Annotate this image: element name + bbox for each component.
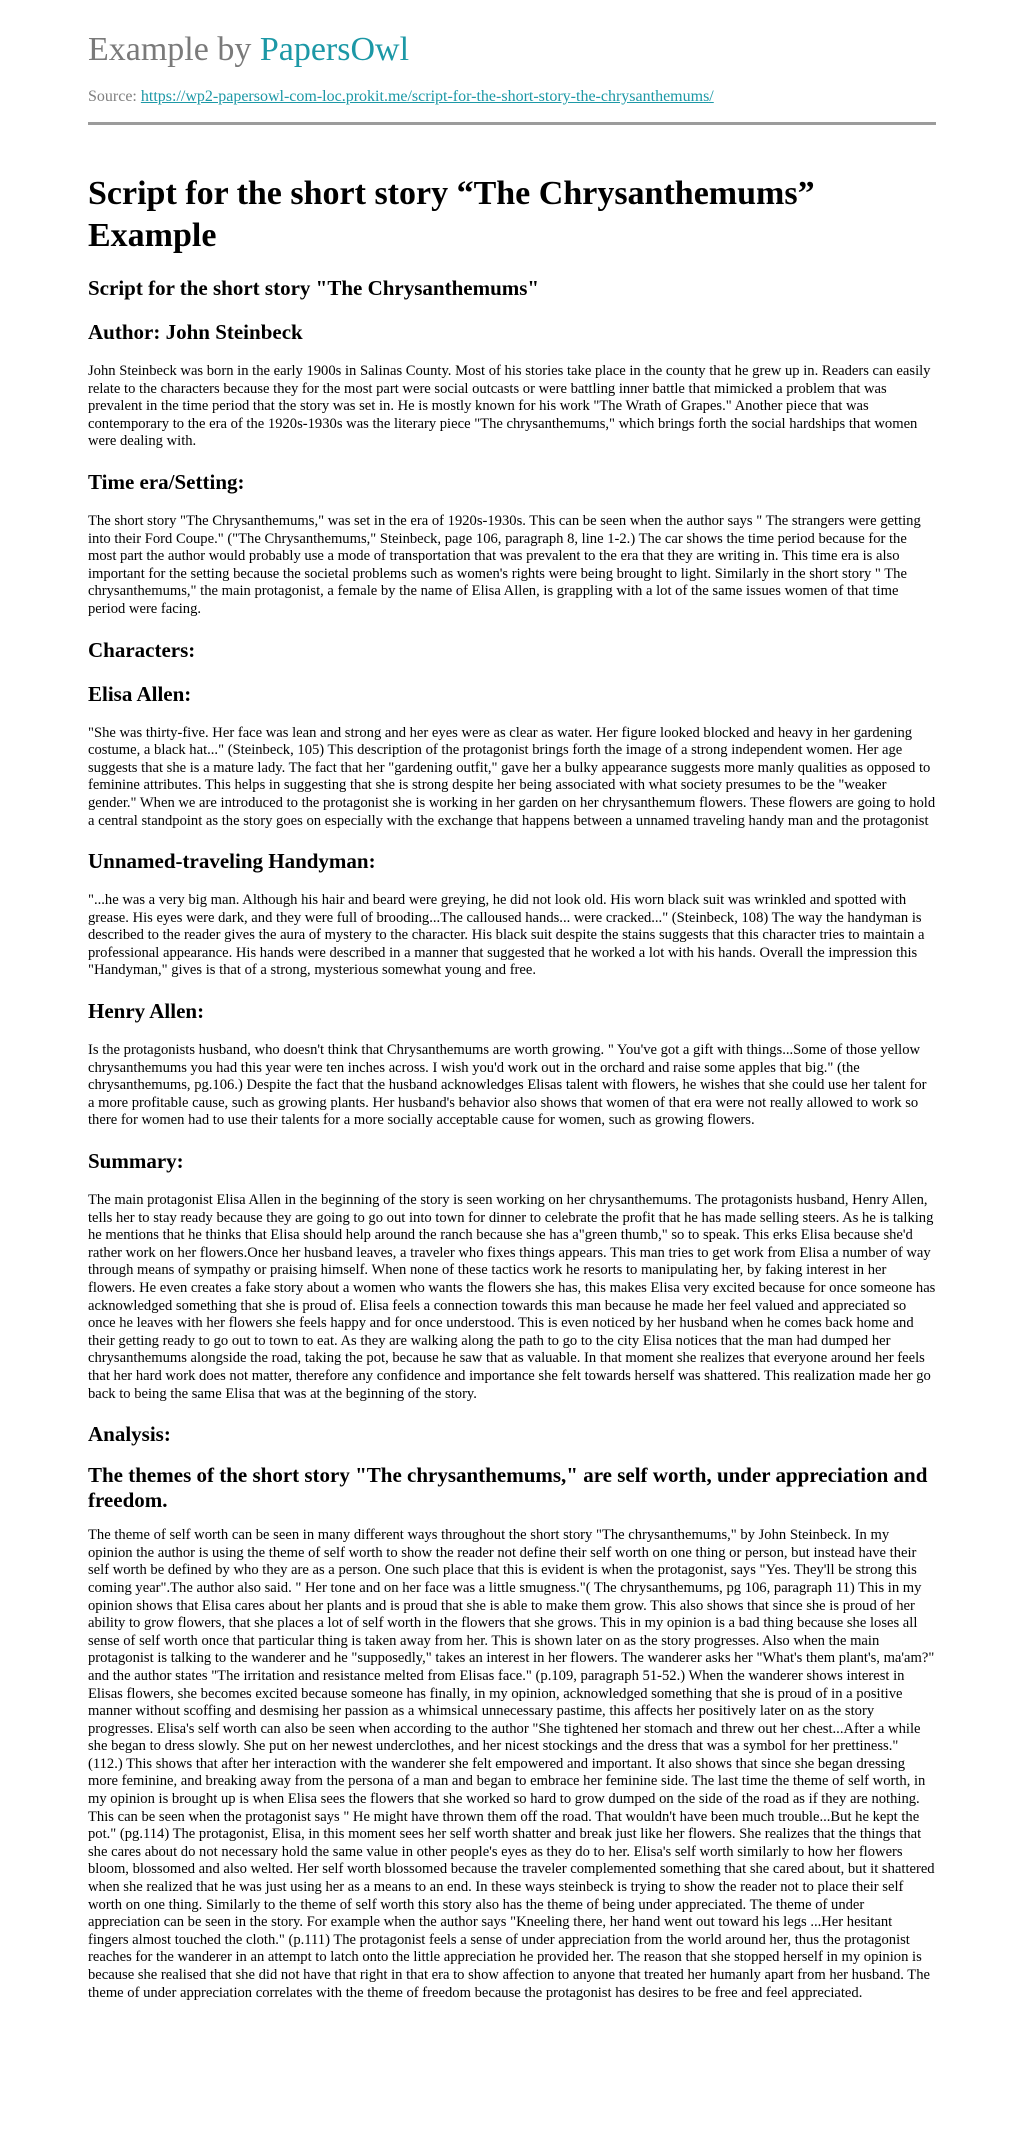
brand-name-link[interactable]: PapersOwl — [259, 31, 410, 68]
header-divider — [88, 122, 936, 125]
source-label: Source: — [88, 88, 141, 105]
characters-heading: Characters: — [88, 637, 196, 662]
brand-header — [88, 26, 936, 74]
source-link[interactable]: https://wp2-papersowl-com-loc.prokit.me/script-for-the-short-story-the-chrysanthemums/ — [140, 88, 714, 105]
themes-heading: The themes of the short story "The chrysanthemums," are self worth, under appreciation and freedom. — [88, 1463, 928, 1513]
summary-paragraph: The main protagonist Elisa Allen in the beginning of the story is seen working on her chrysanthemums. The protagonists husband, Henry Allen, tells her to stay ready because they are going to go out into town for dinner to celebrate the profit that he has made selling steers. As he is talking he mentions that he thinks that Elisa should help around the ranch because she has a"green thumb," so to speak. This erks Elisa because she'd rather work on her flowers.Once her husband leaves, a traveler who fixes things appears. This man tries to get work from Elisa a number of way through means of sympathy or praising himself. When none of these tactics work he resorts to manipulating her, by faking interest in her flowers. He even creates a fake story about a women who wants the flowers she has, this makes Elisa very excited because for once someone has acknowledged something that she is proud of. Elisa feels a connection towards this man because he made her feel valued and appreciated so once he leaves with her flowers she feels happy and for once understood. This is even noticed by her husband when he comes back home and their getting ready to go out to town to eat. As they are walking along the path to go to the city Elisa notices that the man had dumped her chrysanthemums alongside the road, taking the pot, because he saw that as valuable. In that moment she realizes that everyone around her feels that her hard work does not matter, therefore any confidence and importance she felt towards herself was shattered. This realization made her go back to being the same Elisa that was at the beginning of the story. — [88, 1192, 936, 1402]
analysis-heading: Analysis: — [88, 1422, 171, 1447]
brand-prefix: Example by — [88, 31, 260, 68]
henry-heading: Henry Allen: — [88, 999, 205, 1024]
summary-heading: Summary: — [88, 1149, 184, 1174]
handyman-paragraph: "...he was a very big man. Although his hair and beard were greying, he did not look old. His worn black suit was wrinkled and spotted with grease. His eyes were dark, and they were full of brooding...The calloused hands... were cracked..." (Steinbeck, 108) The way the handyman is described to the reader gives the aura of mystery to the character. His black suit despite the stains suggests that this character tries to maintain a professional appearance. His hands were described in a manner that suggested that he worked a lot with his hands. Overall the impression this "Handyman," gives is that of a strong, mysterious somewhat young and free. — [88, 892, 925, 979]
author-heading: Author: John Steinbeck — [88, 320, 303, 344]
henry-paragraph: Is the protagonists husband, who doesn't think that Chrysanthemums are worth growing. " You've got a gift with things...Some of those yellow chrysanthemums you had this year were ten inches across. I wish you'd work out in the orchard and raise some apples that big." (the chrysanthemums, pg.106.) Despite the fact that the husband acknowledges Elisas talent with flowers, he wishes that she could use her talent for a more profitable cause, such as growing plants. Her husband's behavior also shows that women of that era were not really allowed to work so there for women had to use their talents for a more socially acceptable cause for women, such as growing flowers. — [88, 1042, 927, 1129]
time-era-paragraph: The short story "The Chrysanthemums," was set in the era of 1920s-1930s. This can be seen when the author says " The strangers were getting into their Ford Coupe." ("The Chrysanthemums," Steinbeck, page 106, paragraph 8, line 1-2.) The car shows the time period because for the most part the author would probably use a mode of transportation that was prevalent to the era that they are writing in. This time era is also important for the setting because the societal problems such as women's rights were being brought to light. Similarly in the short story " The chrysanthemums," the main protagonist, a female by the name of Elisa Allen, is grappling with a lot of the same issues women of that time period were facing. — [88, 512, 921, 617]
elisa-paragraph: "She was thirty-five. Her face was lean and strong and her eyes were as clear as water. Her figure looked blocked and heavy in her gardening costume, a black hat..." (Steinbeck, 105) This description of the protagonist brings forth the image of a strong independent women. Her age suggests that she is a mature lady. The fact that her "gardening outfit," gave her a bulky appearance suggests more manly qualities as opposed to feminine attributes. This helps in suggesting that she is strong despite her being associated with what society presumes to be the "weaker gender." When we are introduced to the protagonist she is working in her garden on her chrysanthemum flowers. These flowers are going to hold a central standpoint as the story goes on especially with the exchange that happens between a unnamed traveling handy man and the protagonist — [88, 724, 936, 829]
elisa-heading: Elisa Allen: — [88, 681, 192, 706]
source-line — [88, 86, 936, 108]
document-subtitle: Script for the short story "The Chrysanthemums" — [88, 276, 540, 300]
page-title: Script for the short story “The Chrysanthemums” Example — [88, 175, 815, 254]
page — [88, 0, 936, 2002]
time-era-heading: Time era/Setting: — [88, 469, 245, 494]
themes-paragraph: The theme of self worth can be seen in many different ways throughout the short story "The chrysanthemums," by John Steinbeck. In my opinion the author is using the theme of self worth to show the reader not define their self worth on one thing or person, but instead have their self worth be defined by who they are as a person. One such place that this is evident is when the protagonist, says "Yes. They'll be strong this coming year".The author also said. " Her tone and on her face was a little smugness."( The chrysanthemums, pg 106, paragraph 11) This in my opinion shows that Elisa cares about her plants and is proud that she is able to make them grow. This also shows that since she is proud of her ability to grow flowers, that she places a lot of self worth in the flowers that she grows. This in my opinion is a bad thing because she loses all sense of self worth once that particular thing is taken away from her. This is shown later on as the story progresses. Also when the main protagonist is talking to the wanderer and he "supposedly," takes an interest in her flowers. The wanderer asks her "What's them plant's, ma'am?" and the author states "The irritation and resistance melted from Elisas face." (p.109, paragraph 51-52.) When the wanderer shows interest in Elisas flowers, she becomes excited because someone has finally, in my opinion, acknowledged something that she is proud of in a positive manner without scoffing and desmising her passion as a whimsical unnecessary pastime, this affects her positively later on as the story progresses. Elisa's self worth can also be seen when according to the author "She tightened her stomach and threw out her chest...After a while she began to dress slowly. She put on her newest underclothes, and her nicest stockings and the dress that was a symbol for her prettiness." (112.) This shows that after her interaction with the wanderer she felt empowered and important. It also shows that since she began dressing more feminine, and breaking away from the persona of a man and began to embrace her feminine side. The last time the theme of self worth, in my opinion is brought up is when Elisa sees the flowers that she worked so hard to grow dumped on the side of the road as if they are nothing. This can be seen when the protagonist says " He might have thrown them off the road. That wouldn't have been much trouble...But he kept the pot." (pg.114) The protagonist, Elisa, in this moment sees her self worth shatter and break just like her flowers. She realizes that the things that she cares about do not necessary hold the same value in other people's eyes as they do to her. Elisa's self worth similarly to how her flowers bloom, blossomed and also welted. Her self worth blossomed because the traveler complemented something that she cared about, but it shattered when she realized that he was just using her as a means to an end. In these ways steinbeck is trying to show the reader not to place their self worth on one thing. Similarly to the theme of self worth this story also has the theme of being under appreciated. The theme of under appreciation can be seen in the story. For example when the author says "Kneeling there, her hand went out toward his legs ...Her hesitant fingers almost touched the cloth." (p.111) The protagonist feels a sense of under appreciation from the world around her, thus the protagonist reaches for the wanderer in an attempt to latch onto the little appreciation he provided her. The reason that she stopped herself in my opinion is because she realised that she did not have that right in that era to show affection to anyone that treated her humanly apart from her husband. The theme of under appreciation correlates with the theme of freedom because the protagonist has desires to be free and feel appreciated. — [88, 1527, 935, 2001]
intro-paragraph: John Steinbeck was born in the early 1900s in Salinas County. Most of his stories take place in the county that he grew up in. Readers can easily relate to the characters because they for the most part were social outcasts or were battling inner battle that mimicked a problem that was prevalent in the time period that the story was set in. He is mostly known for his work "The Wrath of Grapes." Another piece that was contemporary to the era of the 1920s-1930s was the literary piece "The chrysanthemums," which brings forth the social hardships that women were dealing with. — [88, 363, 931, 450]
handyman-heading: Unnamed-traveling Handyman: — [88, 849, 376, 874]
